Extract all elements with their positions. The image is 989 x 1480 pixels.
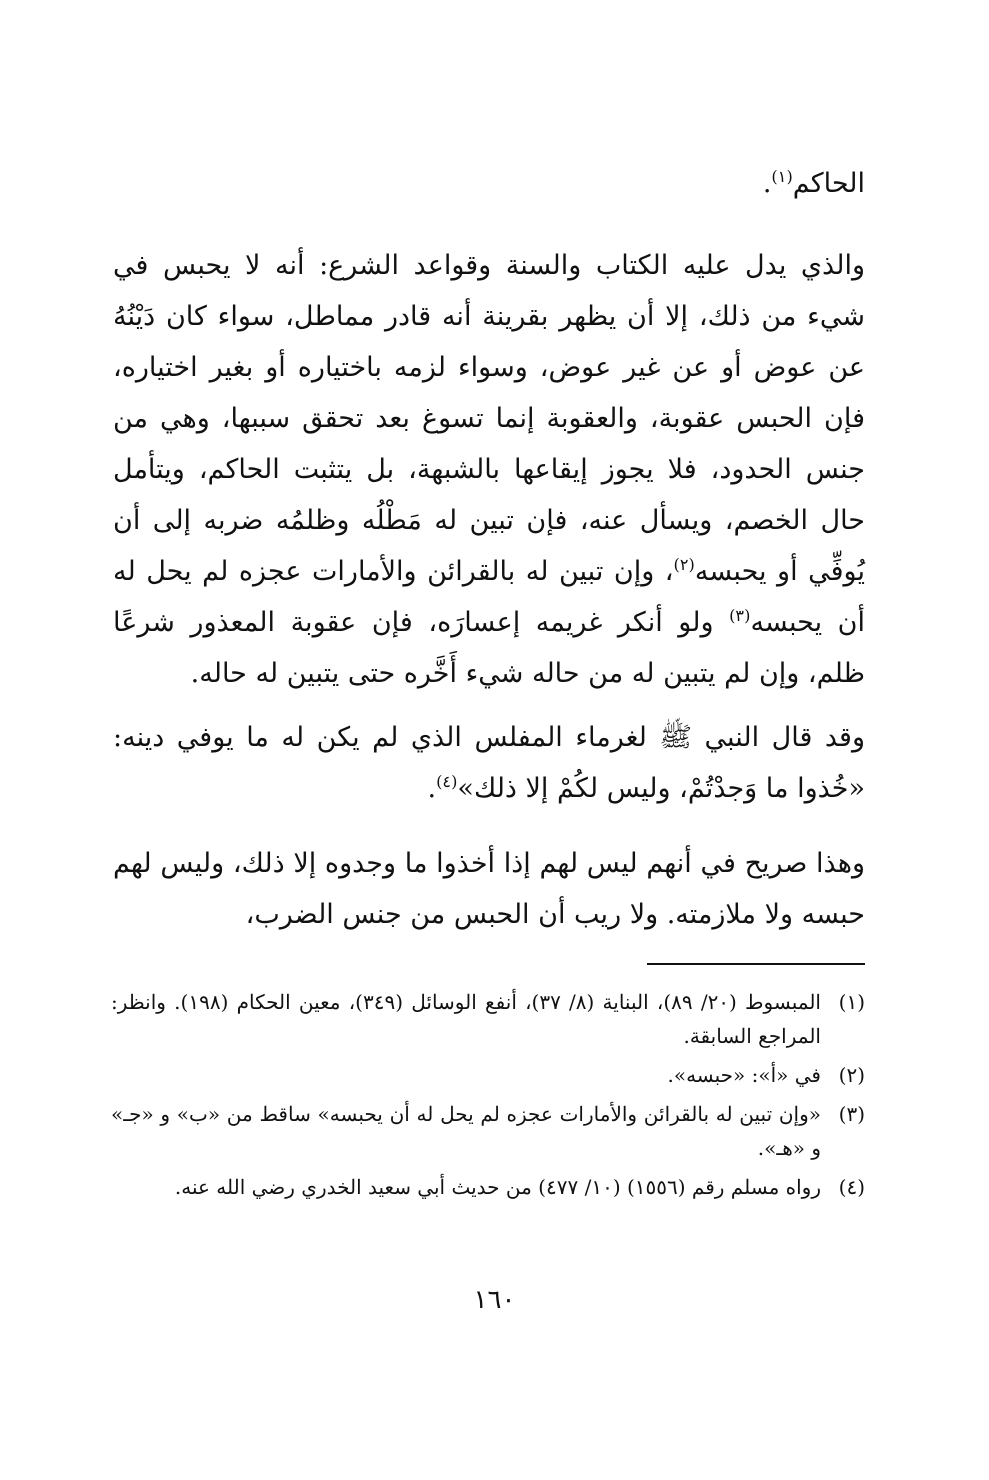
paragraph-text: وهذا صريح في أنهم ليس لهم إذا أخذوا ما وجدوه إلا ذلك، وليس لهم حبسه ولا ملازمته. ولا ريب أن الحبس من جنس الضرب، [113,848,865,930]
paragraph-text: والذي يدل عليه الكتاب والسنة وقواعد الشرع: أنه لا يحبس في شيء من ذلك، إلا أن يظهر بقرينة أنه قادر مماطل، سواء كان دَيْنُهُ عن عوض أو عن غير عوض، وسواء لزمه باختياره أو بغير اختياره، فإن الحبس عقوبة، والعقوبة إنما تسوغ بعد تحقق سببها، وهي من جنس الحدود، فلا يجوز إيقاعها بالشبهة، بل يتثبت الحاكم، ويتأمل حال الخصم، ويسأل عنه، فإن تبين له مَطْلُه وظلمُه ضربه إلى أن يُوفِّي أو يحبسه [113,250,865,587]
paragraph-end: . [427,773,437,804]
paragraph-text-cont: ، وإن تبين له بالقرائن والأمارات عجزه لم يحل له أن يحبسه [113,556,865,638]
footnote-separator [647,963,865,965]
footnote-ref-3: (٣) [729,606,751,625]
footnote-ref-1: (١) [771,167,793,186]
footnote-2 [111,1058,865,1092]
paragraph-3 [113,712,865,814]
footnote-number: (٢) [838,1063,865,1087]
page-number: ١٦٠ [473,1285,516,1315]
footnote-ref-2: (٢) [673,555,695,574]
footnotes [111,985,865,1209]
footnote-number: (٣) [838,1102,865,1126]
footnote-4 [111,1170,865,1204]
paragraph-text: الحاكم [792,168,865,199]
paragraph-4 [113,838,865,940]
footnote-number: (١) [838,990,865,1014]
footnote-1 [111,985,865,1053]
footnote-text: رواه مسلم رقم (١٥٥٦) (١٠/ ٤٧٧) من حديث أبي سعيد الخدري رضي الله عنه. [174,1175,821,1199]
footnote-3 [111,1097,865,1165]
paragraph-1 [113,158,865,209]
paragraph-text-end: ولو أنكر غريمه إعسارَه، فإن عقوبة المعذور شرعًا ظلم، وإن لم يتبين له من حاله شيء أَخَّره حتى يتبين له حاله. [113,607,865,689]
paragraph-end: . [762,168,772,199]
footnote-text: «وإن تبين له بالقرائن والأمارات عجزه لم يحل له أن يحبسه» ساقط من «ب» و «جـ» و «هـ». [111,1102,821,1160]
paragraph-2 [113,240,865,699]
paragraph-text: وقد قال النبي ﷺ لغرماء المفلس الذي لم يكن له ما يوفي دينه: «خُذوا ما وَجدْتُمْ، وليس لكُمْ إلا ذلك» [113,722,865,804]
footnote-number: (٤) [838,1175,865,1199]
footnote-text: المبسوط (٢٠/ ٨٩)، البناية (٨/ ٣٧)، أنفع الوسائل (٣٤٩)، معين الحكام (١٩٨). وانظر: المراجع السابقة. [111,990,821,1048]
footnote-ref-4: (٤) [436,772,458,791]
footnote-text: في «أ»: «حبسه». [667,1063,821,1087]
